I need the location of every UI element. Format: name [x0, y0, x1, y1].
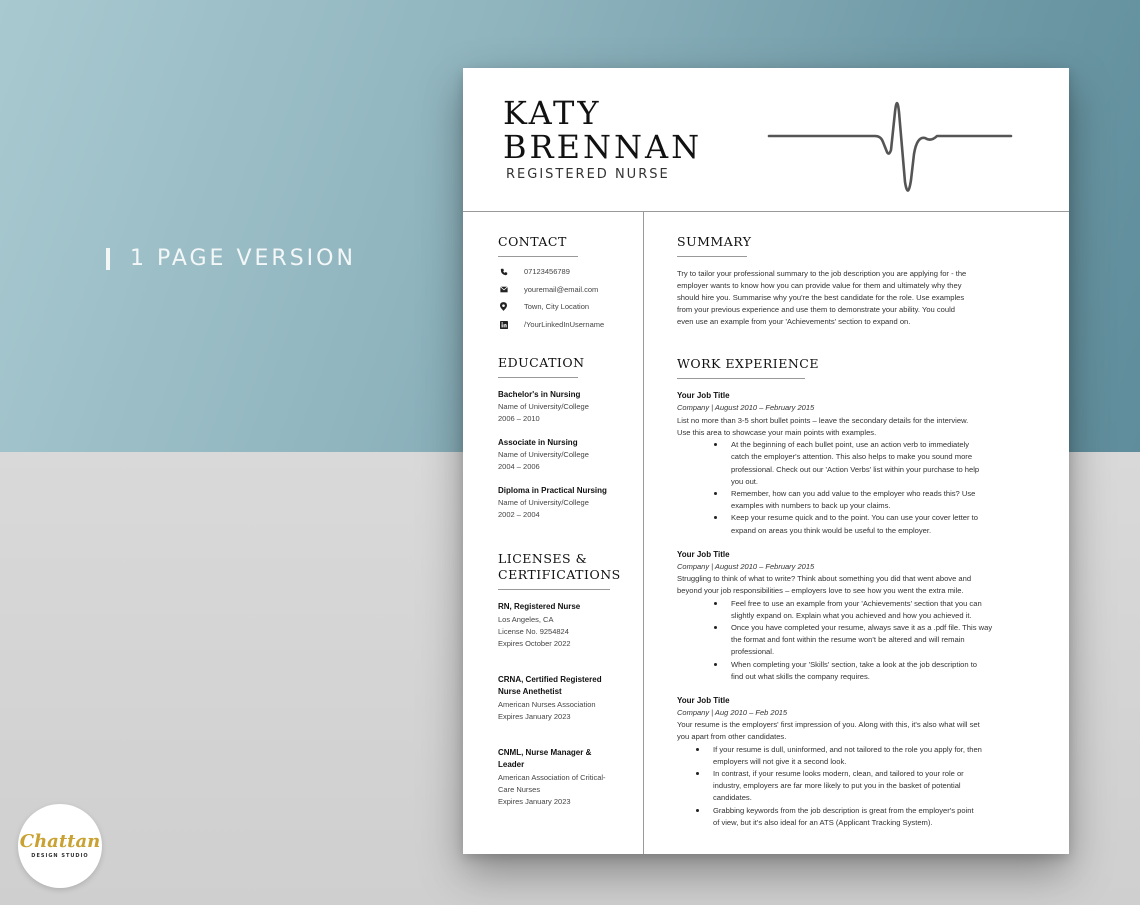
candidate-role: REGISTERED NURSE [506, 167, 670, 182]
summary-line: should hire you. Summarise why you're the best candidate for the role. Use examples [677, 293, 965, 303]
version-label [106, 246, 356, 271]
job-meta: Company | August 2010 – February 2015 [677, 561, 815, 571]
work-section [677, 356, 1037, 829]
job-bullet [731, 488, 1037, 512]
contact-rule [498, 256, 578, 257]
bullet-line: of view, but it's also ideal for an ATS (Applicant Tracking System). [713, 817, 933, 827]
license-name: CNML, Nurse Manager & [498, 747, 592, 757]
license-detail: Expires January 2023 [498, 796, 571, 806]
education-section [498, 355, 638, 521]
job-meta: Company | August 2010 – February 2015 [677, 403, 815, 413]
education-years: 2002 – 2004 [498, 510, 540, 520]
job-desc [677, 415, 1033, 439]
bullet-line: Once you have completed your resume, always save it as a .pdf file. This way [731, 622, 993, 632]
resume-header [463, 68, 1069, 212]
studio-logo [18, 804, 102, 888]
bullet-line: slightly expand on. Explain what you achieved and how you achieved it. [731, 610, 972, 620]
education-degree: Bachelor's in Nursing [498, 390, 581, 400]
license-detail: Care Nurses [498, 784, 541, 794]
job-entry [677, 695, 1037, 829]
bullet-line: examples with numbers to back up your claims. [731, 501, 891, 511]
bullet-line: professional. Check out our 'Action Verbs' list within your purchase to help [731, 464, 980, 474]
job-bullet [713, 744, 1037, 768]
work-title: WORK EXPERIENCE [677, 356, 819, 372]
version-label-text: 1 PAGE VERSION [130, 246, 356, 271]
bullet-line: At the beginning of each bullet point, use an action verb to immediately [731, 440, 970, 450]
education-years: 2006 – 2010 [498, 414, 540, 424]
job-desc [677, 719, 1033, 743]
bullet-line: professional. [731, 647, 775, 657]
bullet-line: you out. [731, 476, 759, 486]
summary-line: Try to tailor your professional summary to the job description you are applying for - the [677, 269, 967, 278]
bullet-line: employers will not give it a second look. [713, 756, 847, 766]
job-desc [677, 573, 1033, 597]
summary-line: from your previous experience and use them to demonstrate your ability. You could [677, 305, 956, 315]
summary-text [677, 268, 1032, 328]
job-entry [677, 549, 1037, 683]
license-item [498, 747, 638, 808]
contact-list [498, 263, 638, 333]
resume-page [463, 68, 1069, 854]
job-bullet [731, 622, 1037, 659]
contact-linkedin [498, 316, 638, 334]
contact-linkedin-text: /YourLinkedInUsername [524, 320, 605, 330]
job-bullet [731, 659, 1037, 683]
job-desc-line: Use this area to showcase your main points with examples. [677, 427, 877, 437]
license-name: Nurse Anethetist [498, 687, 562, 697]
licenses-title-line-1: LICENSES & [498, 551, 588, 567]
summary-title: SUMMARY [677, 234, 752, 249]
left-column [498, 212, 638, 808]
linkedin-icon [498, 321, 524, 329]
contact-title: CONTACT [498, 234, 567, 249]
bullet-line: find out what skills the company requires. [731, 671, 870, 681]
name-line-2: BRENNAN [503, 128, 703, 166]
job-bullet [731, 598, 1037, 622]
license-detail: Expires January 2023 [498, 711, 571, 721]
logo-sub-text: DESIGN STUDIO [31, 853, 89, 859]
contact-phone-text: 07123456789 [524, 267, 570, 277]
contact-email [498, 281, 638, 299]
job-title: Your Job Title [677, 695, 730, 705]
license-detail: Los Angeles, CA [498, 614, 554, 624]
contact-phone [498, 263, 638, 281]
bullet-line: Feel free to use an example from your 'Achievements' section that you can [731, 598, 982, 608]
job-desc-line: Your resume is the employers' first impression of you. Along with this, it's also what will set [677, 720, 980, 730]
education-school: Name of University/College [498, 402, 589, 412]
license-name: RN, Registered Nurse [498, 602, 581, 612]
license-item [498, 601, 638, 650]
contact-location [498, 298, 638, 316]
candidate-name [503, 96, 702, 164]
bullet-line: catch the employer's attention. This also helps to make you sound more [731, 452, 973, 462]
job-desc-line: List no more than 3-5 short bullet points – leave the secondary details for the interview. [677, 415, 969, 425]
license-name: Leader [498, 760, 525, 770]
job-desc-line: beyond your job responsibilities – employers love to see how you went the extra mile. [677, 586, 964, 596]
bullet-line: Keep your resume quick and to the point. You can use your cover letter to [731, 513, 978, 523]
education-item [498, 389, 638, 425]
logo-script-text: Chattan [19, 831, 101, 852]
column-divider [643, 212, 644, 854]
licenses-rule [498, 589, 610, 590]
bullet-line: the format and font within the resume won't be altered and will remain [731, 635, 965, 645]
job-entry [677, 390, 1037, 536]
license-detail: License No. 9254824 [498, 626, 569, 636]
heartbeat-pulse-icon [767, 92, 1013, 196]
version-bar [106, 248, 110, 270]
education-degree: Associate in Nursing [498, 438, 578, 448]
education-degree: Diploma in Practical Nursing [498, 486, 607, 496]
license-detail: Expires October 2022 [498, 638, 571, 648]
education-school: Name of University/College [498, 498, 589, 508]
bullet-line: In contrast, if your resume looks modern, clean, and tailored to your role or [713, 769, 964, 779]
job-bullets [713, 744, 1037, 829]
job-meta: Company | Aug 2010 – Feb 2015 [677, 707, 788, 717]
education-item [498, 485, 638, 521]
contact-section [498, 234, 638, 333]
work-rule [677, 378, 805, 379]
education-item [498, 437, 638, 473]
job-desc-line: you apart from other candidates. [677, 732, 787, 742]
summary-line: even use an example from your 'Achievements' section to expand on. [677, 317, 911, 327]
summary-line: employer wants to know how you can provide value for them and ultimately why they [677, 281, 962, 291]
bullet-line: When completing your 'Skills' section, take a look at the job description to [731, 659, 978, 669]
summary-rule [677, 256, 747, 257]
email-icon [498, 286, 524, 293]
job-desc-line: Struggling to think of what to write? Think about something you did that went above and [677, 574, 972, 584]
education-years: 2004 – 2006 [498, 462, 540, 472]
job-bullets [731, 598, 1037, 683]
license-item [498, 674, 638, 723]
contact-location-text: Town, City Location [524, 302, 590, 312]
summary-section [677, 234, 1037, 328]
name-line-1: KATY [503, 94, 602, 132]
bullet-line: Grabbing keywords from the job description is great from the employer's point [713, 805, 974, 815]
bullet-line: expand on areas you think would be useful to the employer. [731, 525, 932, 535]
bullet-line: candidates. [713, 793, 752, 803]
contact-email-text: youremail@email.com [524, 284, 599, 294]
licenses-title-line-2: CERTIFICATIONS [498, 567, 621, 583]
job-bullet [713, 805, 1037, 829]
job-title: Your Job Title [677, 549, 730, 559]
license-detail: American Nurses Association [498, 699, 596, 709]
education-rule [498, 377, 578, 378]
license-name: CRNA, Certified Registered [498, 674, 602, 684]
location-pin-icon [498, 302, 524, 311]
bullet-line: industry, employers are far more likely to put you in the basket of potential [713, 781, 961, 791]
phone-icon [498, 268, 524, 276]
job-bullet [713, 768, 1037, 805]
bullet-line: If your resume is dull, uninformed, and not tailored to the role you apply for, then [713, 744, 982, 754]
education-school: Name of University/College [498, 450, 589, 460]
licenses-section [498, 551, 638, 808]
job-bullets [731, 439, 1037, 537]
license-detail: American Association of Critical- [498, 772, 606, 782]
right-column [677, 212, 1037, 829]
job-bullet [731, 439, 1037, 488]
bullet-line: Remember, how can you add value to the employer who reads this? Use [731, 488, 976, 498]
job-bullet [731, 512, 1037, 536]
education-title: EDUCATION [498, 355, 585, 371]
job-title: Your Job Title [677, 391, 730, 401]
licenses-title [498, 551, 638, 583]
